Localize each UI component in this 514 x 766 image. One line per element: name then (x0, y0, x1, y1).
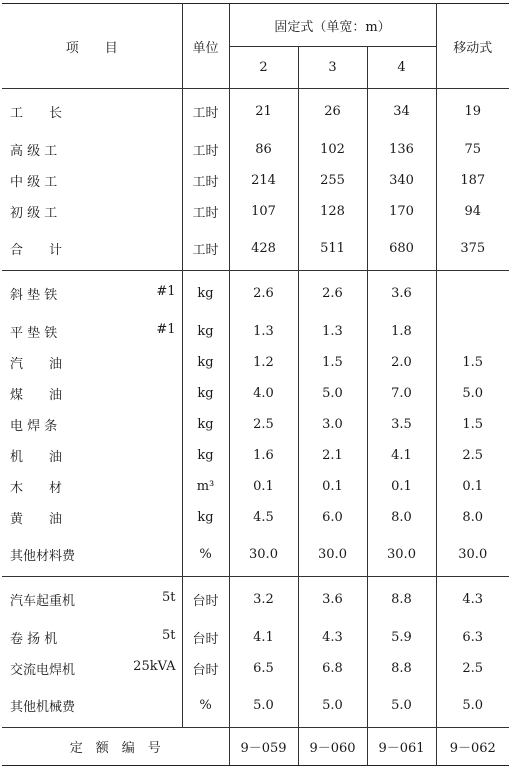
value-cell: 3.2 (229, 577, 298, 622)
value-cell: 375 (436, 227, 509, 271)
labor-row (2, 165, 509, 196)
value-cell: 1.6 (229, 440, 298, 471)
value-cell: 6.8 (298, 653, 367, 684)
labor-row (2, 134, 509, 165)
labor-row (2, 196, 509, 227)
item-name: 黄 油 (10, 511, 63, 527)
value-cell: 8.8 (367, 653, 436, 684)
row-unit: 工时 (182, 89, 229, 134)
value-cell: 2.6 (229, 271, 298, 316)
row-unit: kg (182, 378, 229, 409)
value-cell: 4.3 (436, 577, 509, 622)
row-item (2, 89, 182, 134)
value-cell: 8.0 (367, 502, 436, 533)
quota-code: 9－059 (229, 728, 298, 766)
materials-row (2, 440, 509, 471)
row-unit: m³ (182, 471, 229, 502)
row-item (2, 196, 182, 227)
value-cell: 5.0 (367, 684, 436, 728)
row-unit: 工时 (182, 165, 229, 196)
row-unit: kg (182, 316, 229, 347)
quota-code-label: 定 额 编 号 (2, 728, 229, 766)
row-item (2, 502, 182, 533)
item-name: 木 材 (10, 480, 63, 496)
item-name: 斜 垫 铁 (10, 287, 58, 303)
value-cell: 0.1 (298, 471, 367, 502)
row-unit: % (182, 684, 229, 728)
value-cell: 4.1 (367, 440, 436, 471)
materials-row (2, 378, 509, 409)
item-name: 汽车起重机 (10, 593, 76, 609)
row-unit: kg (182, 347, 229, 378)
row-item (2, 440, 182, 471)
value-cell: 4.1 (229, 622, 298, 653)
row-item (2, 271, 182, 316)
value-cell: 102 (298, 134, 367, 165)
header-item: 项 目 (2, 4, 182, 89)
materials-row (2, 316, 509, 347)
row-item (2, 471, 182, 502)
item-name: 平 垫 铁 (10, 325, 58, 341)
value-cell: 30.0 (229, 533, 298, 577)
item-name: 合 计 (10, 242, 63, 258)
value-cell: 5.9 (367, 622, 436, 653)
value-cell: 5.0 (229, 684, 298, 728)
value-cell (436, 271, 509, 316)
header-fixed: 固定式（单宽：m） (229, 4, 436, 47)
value-cell: 255 (298, 165, 367, 196)
value-cell: 0.1 (229, 471, 298, 502)
row-unit: kg (182, 409, 229, 440)
value-cell: 4.3 (298, 622, 367, 653)
value-cell: 19 (436, 89, 509, 134)
value-cell: 1.2 (229, 347, 298, 378)
value-cell: 86 (229, 134, 298, 165)
value-cell: 7.0 (367, 378, 436, 409)
quota-code: 9－062 (436, 728, 509, 766)
value-cell: 3.6 (367, 271, 436, 316)
item-name: 中 级 工 (10, 174, 58, 190)
item-name: 电 焊 条 (10, 418, 58, 434)
value-cell: 5.0 (436, 378, 509, 409)
labor-row (2, 227, 509, 271)
value-cell: 1.5 (298, 347, 367, 378)
item-name: 其他机械费 (10, 699, 76, 715)
labor-row (2, 89, 509, 134)
item-spec: #1 (156, 283, 176, 299)
quota-table (2, 3, 509, 766)
row-unit: 工时 (182, 227, 229, 271)
row-item (2, 227, 182, 271)
row-item (2, 347, 182, 378)
value-cell: 0.1 (436, 471, 509, 502)
value-cell: 680 (367, 227, 436, 271)
value-cell: 5.0 (298, 378, 367, 409)
value-cell: 428 (229, 227, 298, 271)
value-cell: 187 (436, 165, 509, 196)
machinery-row (2, 577, 509, 622)
header-unit: 单位 (182, 4, 229, 89)
row-unit: 台时 (182, 577, 229, 622)
machinery-row (2, 684, 509, 728)
value-cell: 2.5 (436, 440, 509, 471)
value-cell: 170 (367, 196, 436, 227)
value-cell: 75 (436, 134, 509, 165)
row-item (2, 622, 182, 653)
materials-row (2, 502, 509, 533)
value-cell: 8.0 (436, 502, 509, 533)
header-width-2: 2 (229, 47, 298, 89)
materials-row (2, 409, 509, 440)
value-cell: 1.5 (436, 409, 509, 440)
machinery-row (2, 622, 509, 653)
materials-row (2, 347, 509, 378)
value-cell: 1.8 (367, 316, 436, 347)
row-item (2, 165, 182, 196)
item-name: 工 长 (10, 105, 63, 121)
value-cell: 3.5 (367, 409, 436, 440)
value-cell: 214 (229, 165, 298, 196)
row-item (2, 653, 182, 684)
value-cell: 8.8 (367, 577, 436, 622)
value-cell: 1.3 (229, 316, 298, 347)
row-item (2, 684, 182, 728)
value-cell: 21 (229, 89, 298, 134)
item-spec: #1 (156, 321, 176, 337)
value-cell: 511 (298, 227, 367, 271)
item-name: 机 油 (10, 449, 63, 465)
row-unit: kg (182, 440, 229, 471)
value-cell: 340 (367, 165, 436, 196)
row-unit: % (182, 533, 229, 577)
value-cell: 30.0 (367, 533, 436, 577)
value-cell: 1.3 (298, 316, 367, 347)
row-item (2, 378, 182, 409)
value-cell: 30.0 (298, 533, 367, 577)
item-name: 高 级 工 (10, 143, 58, 159)
row-item (2, 134, 182, 165)
item-spec: 5t (162, 627, 176, 643)
value-cell: 3.6 (298, 577, 367, 622)
value-cell: 6.3 (436, 622, 509, 653)
header-mobile: 移动式 (436, 4, 509, 89)
row-item (2, 533, 182, 577)
value-cell: 2.5 (436, 653, 509, 684)
value-cell (436, 316, 509, 347)
row-unit: kg (182, 271, 229, 316)
value-cell: 107 (229, 196, 298, 227)
item-name: 煤 油 (10, 387, 63, 403)
row-item (2, 409, 182, 440)
value-cell: 6.0 (298, 502, 367, 533)
item-spec: 5t (162, 589, 176, 605)
materials-row (2, 271, 509, 316)
value-cell: 6.5 (229, 653, 298, 684)
item-name: 交流电焊机 (10, 662, 76, 678)
row-unit: 台时 (182, 622, 229, 653)
value-cell: 5.0 (436, 684, 509, 728)
value-cell: 0.1 (367, 471, 436, 502)
item-name: 其他材料费 (10, 548, 76, 564)
row-unit: 台时 (182, 653, 229, 684)
item-name: 汽 油 (10, 356, 63, 372)
value-cell: 5.0 (298, 684, 367, 728)
value-cell: 128 (298, 196, 367, 227)
value-cell: 4.0 (229, 378, 298, 409)
value-cell: 34 (367, 89, 436, 134)
row-item (2, 316, 182, 347)
value-cell: 2.0 (367, 347, 436, 378)
quota-code: 9－060 (298, 728, 367, 766)
row-unit: 工时 (182, 134, 229, 165)
row-unit: kg (182, 502, 229, 533)
row-unit: 工时 (182, 196, 229, 227)
footer-row (2, 728, 509, 766)
value-cell: 2.1 (298, 440, 367, 471)
materials-row (2, 471, 509, 502)
value-cell: 2.5 (229, 409, 298, 440)
header-width-4: 4 (367, 47, 436, 89)
value-cell: 136 (367, 134, 436, 165)
machinery-row (2, 653, 509, 684)
value-cell: 26 (298, 89, 367, 134)
value-cell: 2.6 (298, 271, 367, 316)
materials-row (2, 533, 509, 577)
quota-code: 9－061 (367, 728, 436, 766)
item-spec: 25kVA (133, 658, 176, 674)
item-name: 卷 扬 机 (10, 631, 58, 647)
value-cell: 94 (436, 196, 509, 227)
value-cell: 4.5 (229, 502, 298, 533)
value-cell: 3.0 (298, 409, 367, 440)
item-name: 初 级 工 (10, 205, 58, 221)
row-item (2, 577, 182, 622)
value-cell: 1.5 (436, 347, 509, 378)
value-cell: 30.0 (436, 533, 509, 577)
header-width-3: 3 (298, 47, 367, 89)
